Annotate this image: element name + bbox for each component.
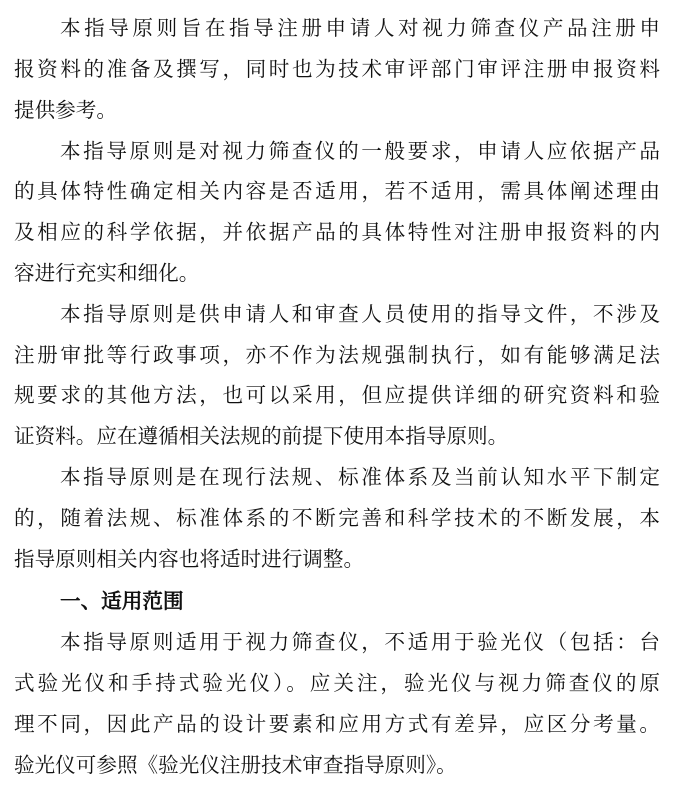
paragraph-3-line-4: 证资料。应在遵循相关法规的前提下使用本指导原则。 <box>14 424 509 448</box>
paragraph-4-line-1: 本指导原则是在现行法规、标准体系及当前认知水平下制定 <box>60 465 660 489</box>
scope-paragraph-line-1: 本指导原则适用于视力筛查仪，不适用于验光仪（包括：台 <box>60 630 660 654</box>
paragraph-3-line-1: 本指导原则是供申请人和审查人员使用的指导文件，不涉及 <box>60 302 660 326</box>
section-heading: 一、适用范围 <box>60 589 184 613</box>
paragraph-3-line-2: 注册审批等行政事项，亦不作为法规强制执行，如有能够满足法 <box>14 343 660 367</box>
paragraph-1-line-1: 本指导原则旨在指导注册申请人对视力筛查仪产品注册申 <box>60 16 660 40</box>
paragraph-4-line-2: 的，随着法规、标准体系的不断完善和科学技术的不断发展，本 <box>14 506 660 530</box>
paragraph-3-line-3: 规要求的其他方法，也可以采用，但应提供详细的研究资料和验 <box>14 383 660 407</box>
paragraph-4-line-3: 指导原则相关内容也将适时进行调整。 <box>14 547 365 571</box>
scope-paragraph-line-2: 式验光仪和手持式验光仪）。应关注，验光仪与视力筛查仪的原 <box>14 671 660 695</box>
paragraph-2-line-1: 本指导原则是对视力筛查仪的一般要求，申请人应依据产品 <box>60 139 660 163</box>
paragraph-2-line-4: 容进行充实和细化。 <box>14 261 200 285</box>
paragraph-1-line-2: 报资料的准备及撰写，同时也为技术审评部门审评注册申报资料 <box>14 57 660 81</box>
scope-paragraph-line-4: 验光仪可参照《验光仪注册技术审查指导原则》。 <box>14 753 457 777</box>
paragraph-2-line-3: 及相应的科学依据，并依据产品的具体特性对注册申报资料的内 <box>14 220 660 244</box>
paragraph-1-line-3: 提供参考。 <box>14 98 117 122</box>
paragraph-2-line-2: 的具体特性确定相关内容是否适用，若不适用，需具体阐述理由 <box>14 179 660 203</box>
scope-paragraph-line-3: 理不同，因此产品的设计要素和应用方式有差异，应区分考量。 <box>14 712 660 736</box>
